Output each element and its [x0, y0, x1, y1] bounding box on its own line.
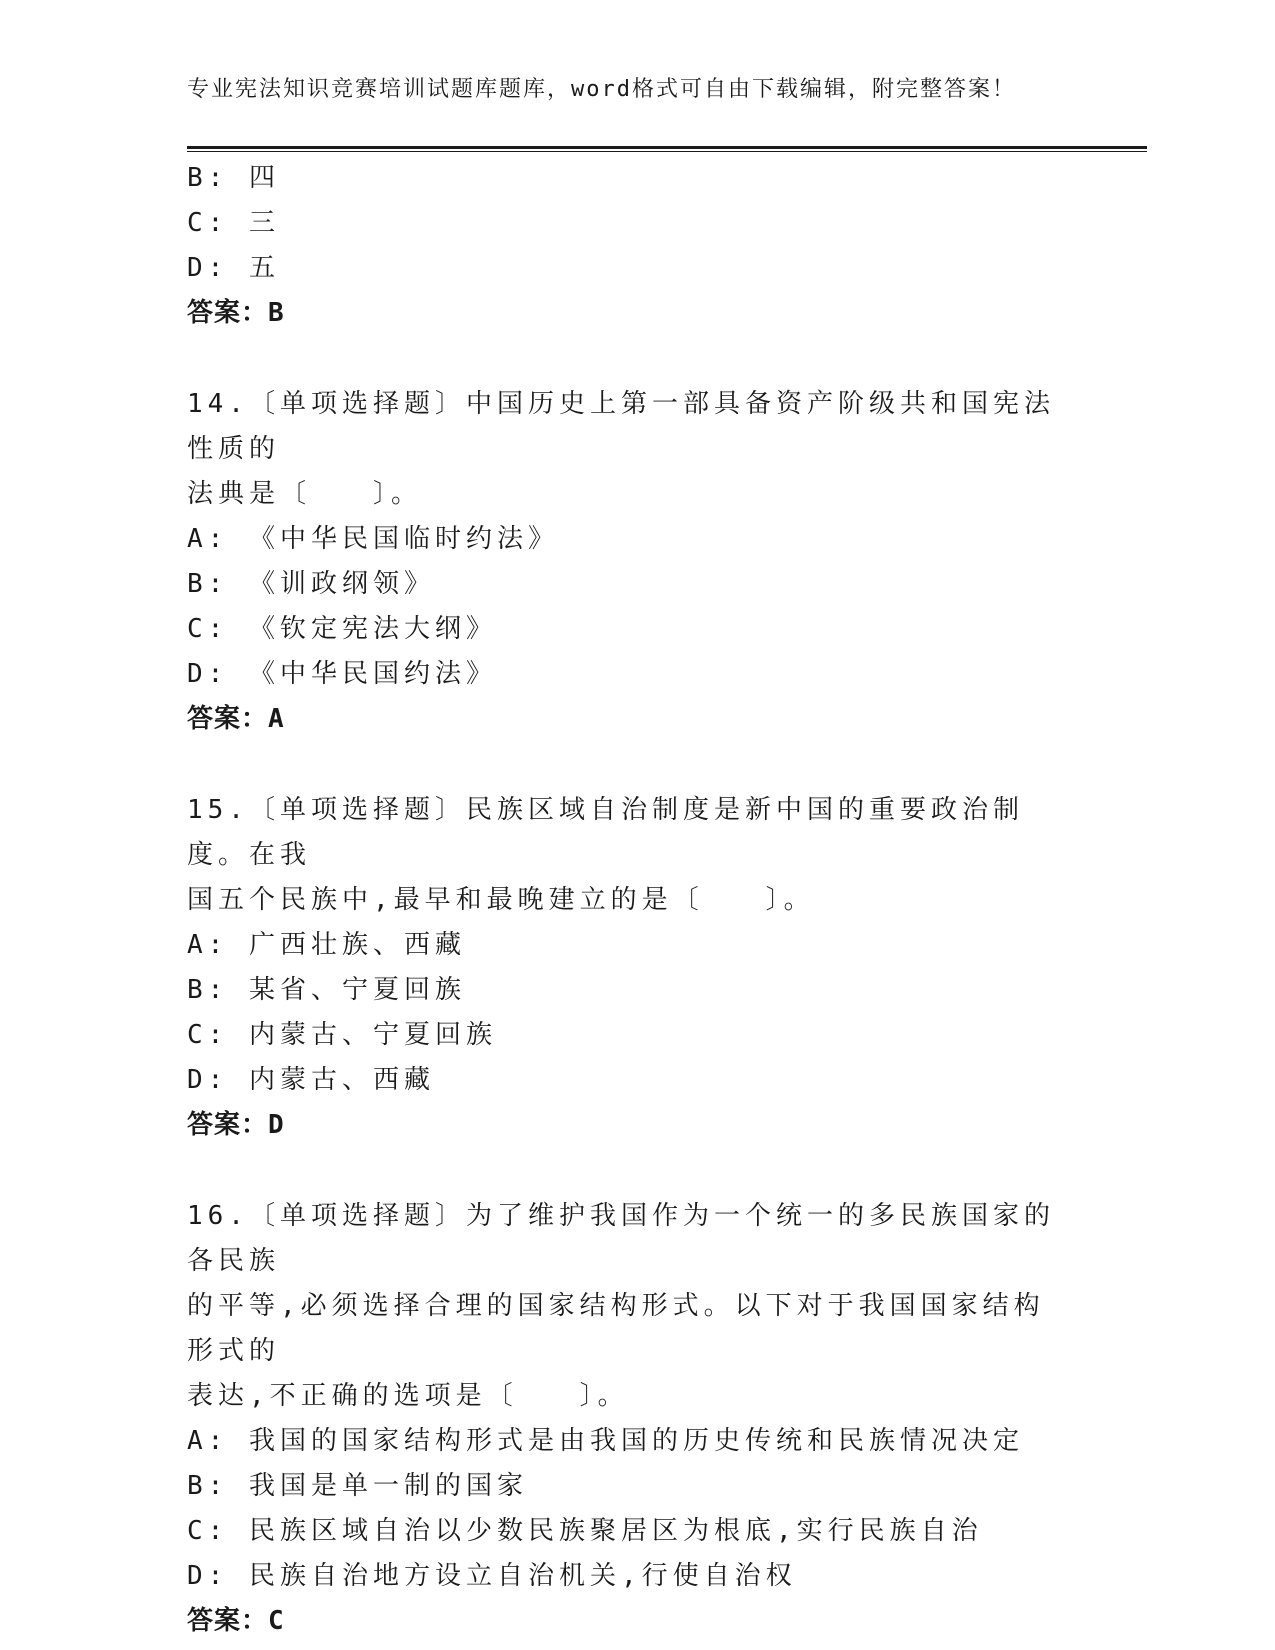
- option-line: B: 某省、宁夏回族: [187, 975, 466, 1005]
- option-line: D: 内蒙古、西藏: [187, 1065, 435, 1095]
- continued-question: [187, 156, 1067, 336]
- question-text: 16.〔单项选择题〕为了维护我国作为一个统一的多民族国家的各民族 的平等,必须选择合理的国家结构形式。以下对于我国国家结构形式的 表达,不正确的选项是〔 〕。: [187, 1201, 1055, 1411]
- option-line: C: 内蒙古、宁夏回族: [187, 1020, 497, 1050]
- option-line: C: 《钦定宪法大纲》: [187, 614, 497, 644]
- question-15: [187, 788, 1067, 1148]
- option-line: C: 民族区域自治以少数民族聚居区为根底,实行民族自治: [187, 1516, 983, 1546]
- header-rule-thin: [187, 151, 1147, 152]
- answer-line: 答案：B: [187, 298, 285, 328]
- question-list: [187, 156, 1067, 1644]
- answer-line: 答案：A: [187, 704, 285, 734]
- option-line: B: 我国是单一制的国家: [187, 1471, 528, 1501]
- question-16: [187, 1194, 1067, 1644]
- header-rule-thick: [187, 146, 1147, 149]
- option-line: D: 民族自治地方设立自治机关,行使自治权: [187, 1561, 797, 1591]
- option-line: B: 四: [187, 163, 280, 193]
- page-header: 专业宪法知识竞赛培训试题库题库，word格式可自由下载编辑，附完整答案！: [187, 77, 1016, 102]
- option-line: C: 三: [187, 208, 280, 238]
- option-line: A: 广西壮族、西藏: [187, 930, 466, 960]
- option-line: A: 《中华民国临时约法》: [187, 524, 559, 554]
- option-line: A: 我国的国家结构形式是由我国的历史传统和民族情况决定: [187, 1426, 1024, 1456]
- option-line: B: 《训政纲领》: [187, 569, 435, 599]
- option-line: D: 五: [187, 253, 280, 283]
- answer-line: 答案：D: [187, 1110, 285, 1140]
- answer-line: 答案：C: [187, 1606, 285, 1636]
- question-14: [187, 382, 1067, 742]
- question-text: 15.〔单项选择题〕民族区域自治制度是新中国的重要政治制度。在我 国五个民族中,最早和最晚建立的是〔 〕。: [187, 795, 1024, 915]
- option-line: D: 《中华民国约法》: [187, 659, 497, 689]
- question-text: 14.〔单项选择题〕中国历史上第一部具备资产阶级共和国宪法性质的 法典是〔 〕。: [187, 389, 1055, 509]
